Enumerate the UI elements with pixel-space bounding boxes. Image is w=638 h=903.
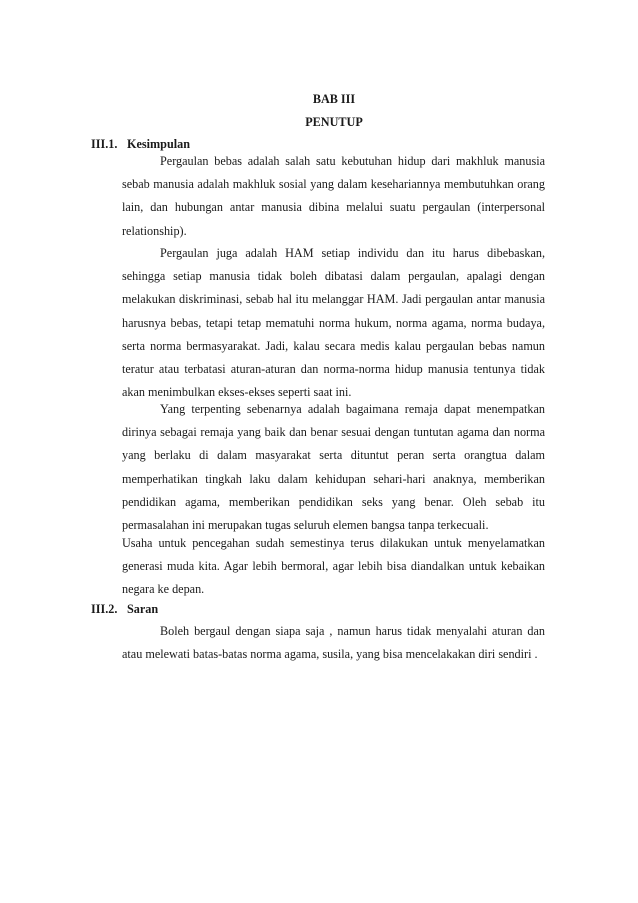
section-heading-saran	[91, 602, 158, 617]
section-title: Kesimpulan	[127, 137, 190, 151]
section-number: III.1.	[91, 137, 118, 151]
chapter-number: BAB III	[312, 92, 356, 106]
section-number: III.2.	[91, 602, 118, 616]
paragraph: Yang terpenting sebenarnya adalah bagaimana remaja dapat menempatkan dirinya sebagai remaja yang baik dan benar sesuai dengan tuntutan agama dan norma yang berlaku di dalam masyarakat serta dituntut peran serta orangtua dalam memperhatikan tingkah laku dalam kehidupan sehari-hari anaknya, memberikan pendidikan agama, memberikan pendidikan seks yang benar. Oleh sebab itu permasalahan ini merupakan tugas seluruh elemen bangsa tanpa terkecuali.	[122, 402, 545, 533]
paragraph: Usaha untuk pencegahan sudah semestinya terus dilakukan untuk menyelamatkan generasi muda kita. Agar lebih bermoral, agar lebih bisa diandalkan untuk kebaikan negara ke depan.	[122, 536, 545, 597]
paragraph: Boleh bergaul dengan siapa saja , namun harus tidak menyalahi aturan dan atau melewati batas-batas norma agama, susila, yang bisa mencelakakan diri sendiri .	[122, 624, 545, 662]
paragraph: Pergaulan juga adalah HAM setiap individu dan itu harus dibebaskan, sehingga setiap manusia tidak boleh dibatasi dalam pergaulan, apalagi dengan melakukan diskriminasi, sebab hal itu melanggar HAM. Jadi pergaulan antar manusia harusnya bebas, tetapi tetap mematuhi norma hukum, norma agama, norma budaya, serta norma bermasyarakat. Jadi, kalau secara medis kalau pergaulan bebas namun teratur atau terbatasi aturan-aturan dan norma-norma hidup manusia tentunya tidak akan menimbulkan ekses-ekses seperti saat ini.	[122, 246, 545, 400]
section-title: Saran	[127, 602, 159, 616]
paragraph: Pergaulan bebas adalah salah satu kebutuhan hidup dari makhluk manusia sebab manusia adalah makhluk sosial yang dalam kesehariannya membutuhkan orang lain, dan hubungan antar manusia dibina melalui suatu pergaulan (interpersonal relationship).	[122, 154, 545, 238]
chapter-title: PENUTUP	[305, 115, 363, 129]
